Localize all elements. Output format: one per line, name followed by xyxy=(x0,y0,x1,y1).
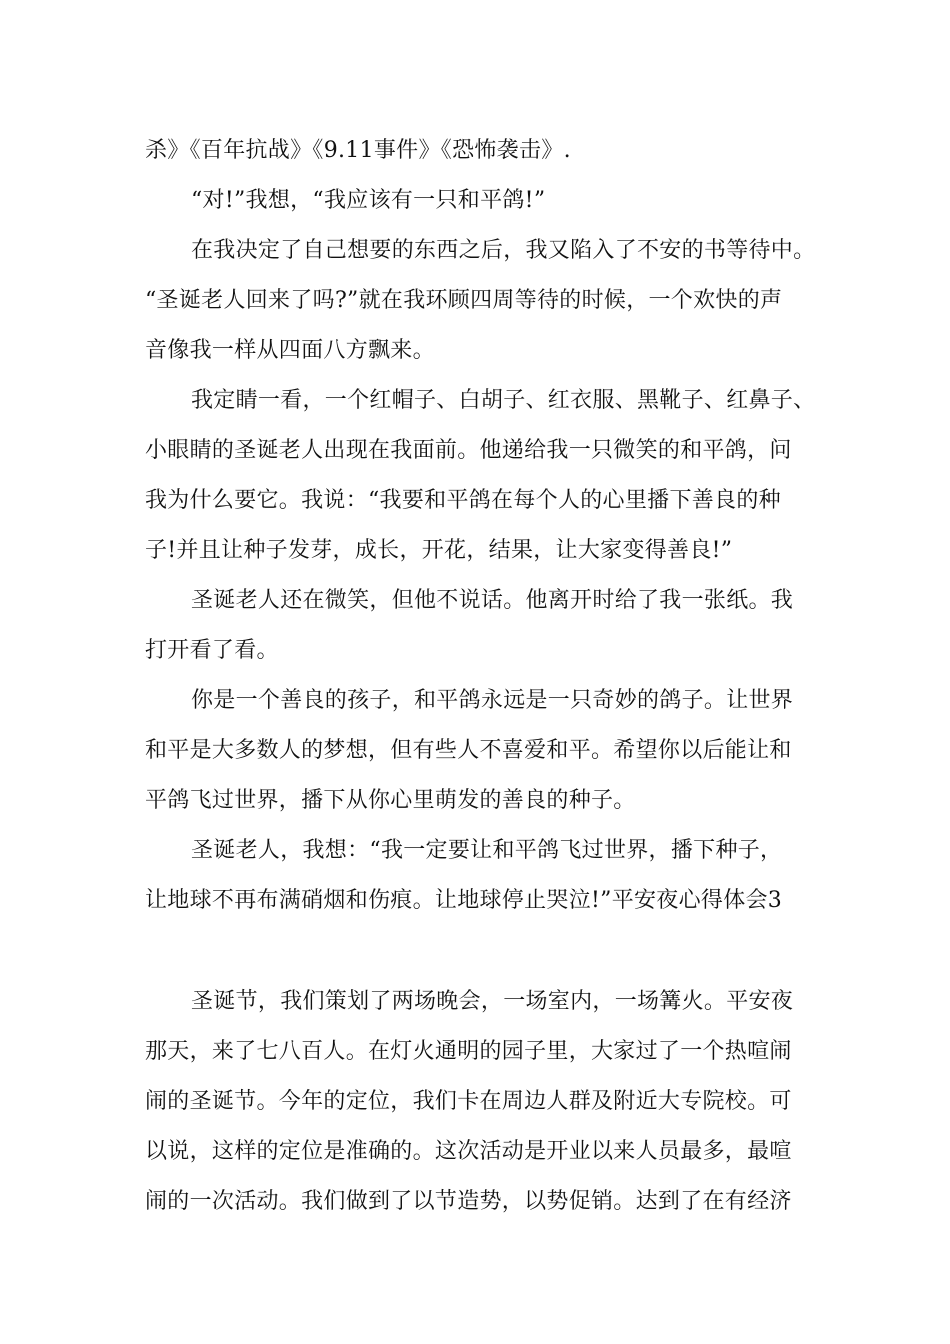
text-line: 闹的圣诞节。今年的定位，我们卡在周边人群及附近大专院校。可 xyxy=(145,1089,792,1114)
text-line: 闹的一次活动。我们做到了以节造势，以势促销。达到了在有经济 xyxy=(145,1189,792,1214)
text-line: 音像我一样从四面八方飘来。 xyxy=(145,338,435,363)
text-line: 和平是大多数人的梦想，但有些人不喜爱和平。希望你以后能让和 xyxy=(145,738,792,763)
text-line: 圣诞老人还在微笑，但他不说话。他离开时给了我一张纸。我 xyxy=(191,588,794,613)
text-line: 在我决定了自己想要的东西之后，我又陷入了不安的书等待中。 xyxy=(191,238,816,263)
text-line: 你是一个善良的孩子，和平鸽永远是一只奇妙的鸽子。让世界 xyxy=(191,688,794,713)
text-line: “对!”我想，“我应该有一只和平鸽!” xyxy=(191,188,546,213)
text-line: 圣诞节，我们策划了两场晚会，一场室内，一场篝火。平安夜 xyxy=(191,989,794,1014)
text-line: 打开看了看。 xyxy=(145,638,279,663)
text-line: 让地球不再布满硝烟和伤痕。让地球停止哭泣!”平安夜心得体会3 xyxy=(145,888,783,913)
text-line: 子!并且让种子发芽，成长，开花，结果，让大家变得善良!” xyxy=(145,538,733,563)
text-line: 平鸽飞过世界，播下从你心里萌发的善良的种子。 xyxy=(145,788,636,813)
text-line: 我定睛一看，一个红帽子、白胡子、红衣服、黑靴子、红鼻子、 xyxy=(191,388,816,413)
text-line: “圣诞老人回来了吗?”就在我环顾四周等待的时候，一个欢快的声 xyxy=(145,288,783,313)
text-line: 我为什么要它。我说：“我要和平鸽在每个人的心里播下善良的种 xyxy=(145,488,781,513)
text-line: 小眼睛的圣诞老人出现在我面前。他递给我一只微笑的和平鸽，问 xyxy=(145,438,792,463)
text-line: 杀》《百年抗战》《9.11事件》《恐怖袭击》. xyxy=(145,138,571,163)
text-line: 以说，这样的定位是准确的。这次活动是开业以来人员最多，最喧 xyxy=(145,1139,792,1164)
text-line: 那天，来了七八百人。在灯火通明的园子里，大家过了一个热喧闹 xyxy=(145,1039,792,1064)
text-line: 圣诞老人，我想：“我一定要让和平鸽飞过世界，播下种子， xyxy=(191,838,783,863)
